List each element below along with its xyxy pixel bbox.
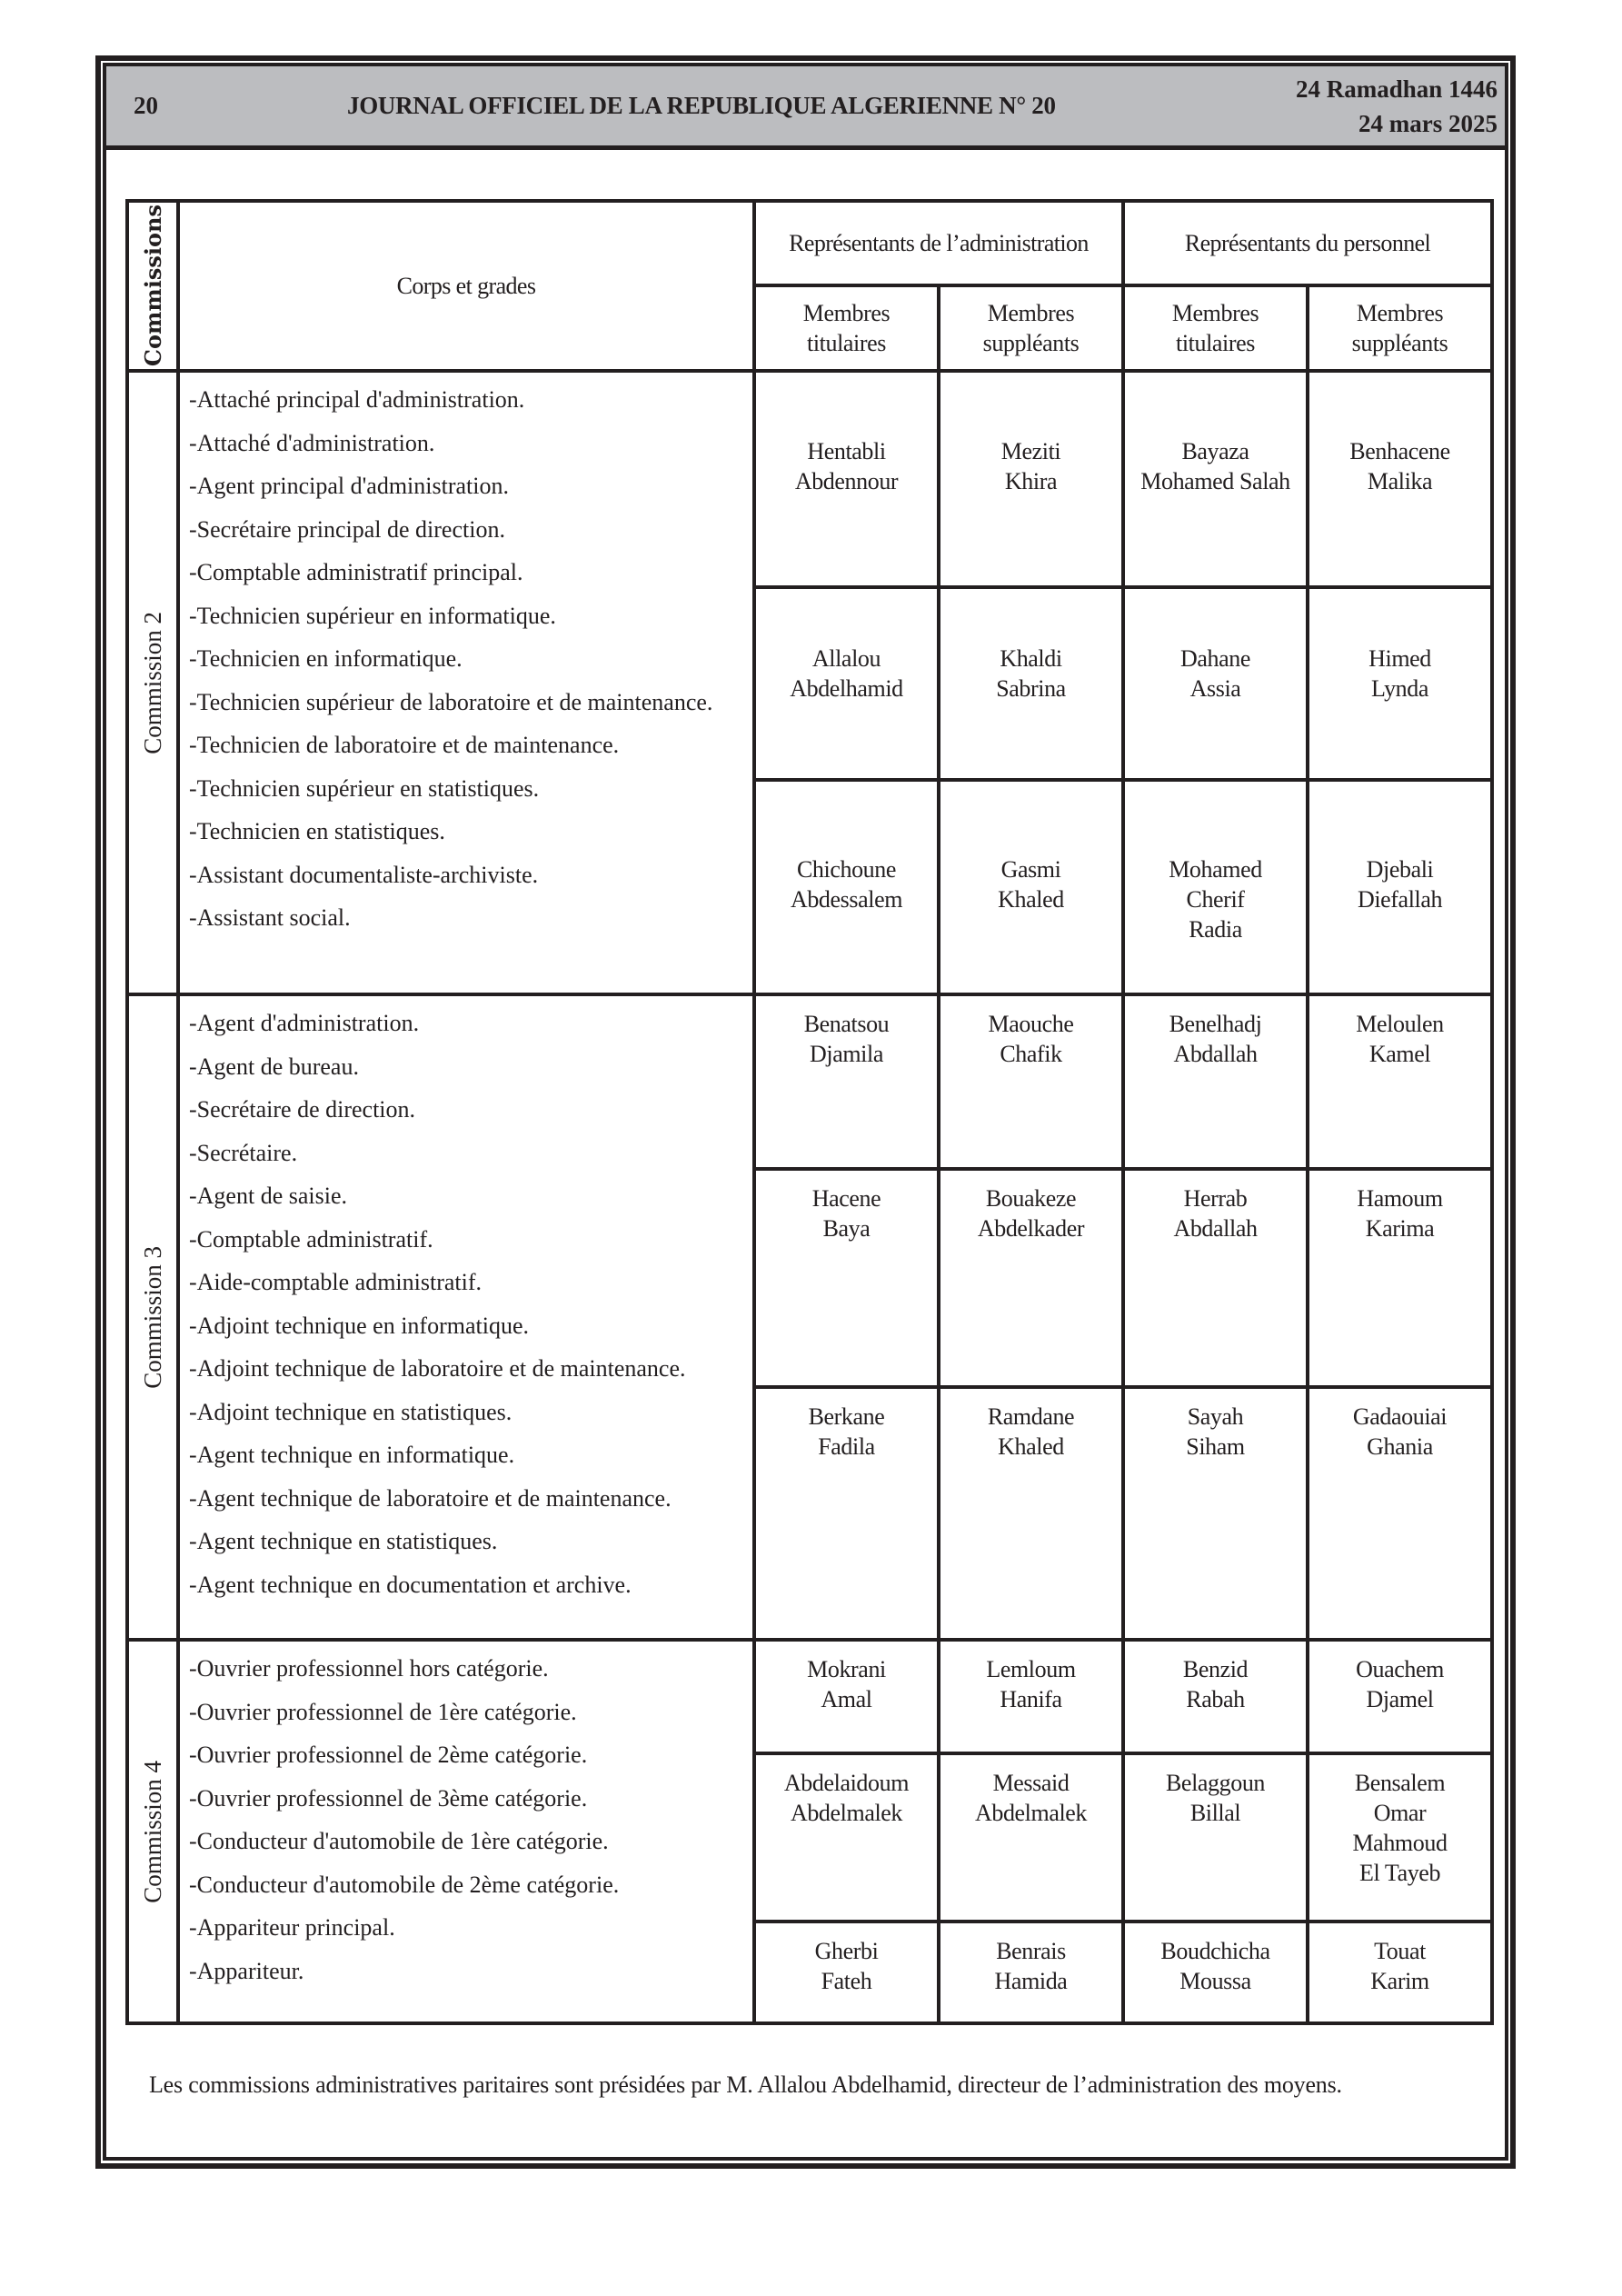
member-name-part: Amal: [821, 1686, 872, 1712]
member-name-part: Cherif: [1186, 886, 1245, 913]
grade-item: -Adjoint technique en statistiques.: [189, 1398, 512, 1425]
member-name-part: Ouachem: [1356, 1656, 1444, 1682]
member-name-part: Benelhadj: [1169, 1011, 1262, 1037]
member-name-part: Bensalem: [1354, 1770, 1446, 1796]
grade-item: -Technicien de laboratoire et de maintenance.: [189, 732, 620, 758]
grade-item: -Comptable administratif principal.: [189, 559, 523, 585]
member-cell-staff-suppleant: [1308, 1387, 1492, 1640]
member-name-part: Mohamed: [1169, 856, 1262, 883]
member-name-part: Djamila: [810, 1041, 883, 1067]
grade-item: -Aide-comptable administratif.: [189, 1269, 483, 1295]
member-name-part: Belaggoun: [1165, 1770, 1266, 1796]
member-cell-admin-suppleant: [939, 1753, 1123, 1922]
grade-item: -Agent technique en informatique.: [189, 1442, 515, 1468]
member-cell-staff-titulaire: [1123, 1169, 1308, 1387]
member-name-part: Sabrina: [996, 675, 1066, 702]
grade-item: -Adjoint technique en informatique.: [189, 1312, 530, 1339]
commission-label: Commission 2: [138, 611, 166, 754]
member-name-part: Himed: [1368, 645, 1431, 672]
member-cell-staff-titulaire: [1123, 1922, 1308, 2023]
commission-label: Commission 4: [138, 1760, 166, 1903]
member-name-part: Boudchicha: [1160, 1938, 1270, 1964]
member-name-part: Abdallah: [1173, 1041, 1258, 1067]
member-cell-staff-suppleant: [1308, 587, 1492, 780]
grade-item: -Attaché principal d'administration.: [189, 386, 525, 413]
member-name-part: Abdelmalek: [790, 1800, 903, 1826]
page-number: 20: [134, 92, 158, 119]
member-name-part: Benatsou: [803, 1011, 890, 1037]
header-commissions: Commissions: [127, 201, 178, 371]
commission-row: [127, 1640, 1492, 1753]
member-name-part: Meziti: [1000, 438, 1061, 464]
grade-item: -Technicien supérieur en statistiques.: [189, 774, 540, 802]
member-cell-admin-suppleant: [939, 780, 1123, 994]
member-name-part: Berkane: [808, 1403, 885, 1430]
member-cell-staff-suppleant: [1308, 371, 1492, 587]
member-name-part: Rabah: [1186, 1686, 1245, 1712]
grade-item: -Secrétaire principal de direction.: [189, 515, 505, 543]
member-cell-admin-titulaire: [754, 994, 939, 1169]
commission-label-cell: [127, 371, 178, 994]
member-name-part: Touat: [1374, 1938, 1426, 1964]
member-name-part: Djebali: [1366, 856, 1434, 883]
member-name-part: Gadaouiai: [1352, 1403, 1448, 1430]
grades-list: [178, 371, 754, 994]
member-cell-staff-titulaire: [1123, 780, 1308, 994]
member-name-part: Benzid: [1182, 1656, 1249, 1682]
member-name-part: Abdelkader: [977, 1215, 1085, 1242]
member-name-part: Fadila: [818, 1433, 875, 1460]
header-staff-reps: Représentants du personnel: [1123, 201, 1492, 285]
member-cell-admin-suppleant: [939, 1640, 1123, 1753]
commissions-table: [125, 199, 1494, 2025]
grades-list: [178, 994, 754, 1640]
grade-item: -Ouvrier professionnel de 1ère catégorie.: [189, 1698, 577, 1725]
grade-item: -Appariteur principal.: [189, 1914, 395, 1941]
member-name-part: Hamida: [994, 1968, 1068, 1994]
member-cell-admin-suppleant: [939, 1169, 1123, 1387]
member-name-part: Dahane: [1180, 645, 1251, 672]
member-name-part: Messaid: [992, 1770, 1070, 1796]
member-name-part: Herrab: [1183, 1185, 1248, 1212]
header-staff-suppleants: Membres suppléants: [1308, 285, 1492, 371]
member-name-part: Diefallah: [1357, 886, 1443, 913]
member-name-part: Abdennour: [794, 468, 899, 494]
member-cell-staff-titulaire: [1123, 587, 1308, 780]
grade-item: -Agent technique de laboratoire et de maintenance.: [189, 1484, 672, 1512]
grade-item: -Assistant social.: [189, 904, 351, 931]
member-name-part: Khaled: [998, 1433, 1064, 1460]
member-name-part: Fateh: [821, 1968, 872, 1994]
member-name-part: Hacene: [811, 1185, 881, 1212]
member-name-part: Moussa: [1179, 1968, 1251, 1994]
grade-item: -Conducteur d'automobile de 2ème catégorie.: [189, 1871, 620, 1898]
grades-list: [178, 1640, 754, 2023]
grade-item: -Technicien supérieur en informatique.: [189, 602, 556, 629]
member-name-part: Abdessalem: [790, 886, 903, 913]
grade-item: -Agent technique en statistiques.: [189, 1528, 498, 1554]
grade-item: -Ouvrier professionnel de 3ème catégorie.: [189, 1784, 588, 1812]
member-name-part: Chafik: [1000, 1041, 1062, 1067]
header-staff-titulaires: Membres titulaires: [1123, 285, 1308, 371]
grade-item: -Secrétaire.: [189, 1139, 298, 1166]
member-cell-staff-suppleant: [1308, 1753, 1492, 1922]
member-name-part: Mohamed Salah: [1140, 468, 1290, 494]
header-corps-grades: Corps et grades: [178, 201, 754, 371]
member-name-part: Abdelhamid: [790, 675, 903, 702]
member-name-part: Hamoum: [1357, 1185, 1443, 1212]
member-name-part: Bayaza: [1181, 438, 1249, 464]
grade-item: -Agent de bureau.: [189, 1053, 359, 1080]
date-hijri: 24 Ramadhan 1446: [1295, 75, 1498, 103]
member-cell-admin-suppleant: [939, 994, 1123, 1169]
member-name-part: Assia: [1189, 675, 1241, 702]
member-name-part: Lynda: [1371, 675, 1429, 702]
grade-item: -Appariteur.: [189, 1957, 304, 1984]
grade-item: -Attaché d'administration.: [189, 429, 435, 456]
grade-item: -Technicien en statistiques.: [189, 818, 445, 844]
header-admin-reps: Représentants de l’administration: [754, 201, 1123, 285]
member-name-part: Khaldi: [1000, 645, 1062, 672]
commission-row: [127, 371, 1492, 587]
member-name-part: Khaled: [998, 886, 1064, 913]
member-cell-staff-suppleant: [1308, 780, 1492, 994]
member-cell-staff-titulaire: [1123, 1753, 1308, 1922]
member-cell-admin-suppleant: [939, 1387, 1123, 1640]
member-cell-admin-titulaire: [754, 1922, 939, 2023]
grade-item: -Secrétaire de direction.: [189, 1096, 416, 1123]
grade-item: -Adjoint technique de laboratoire et de maintenance.: [189, 1355, 686, 1382]
member-name-part: Maouche: [988, 1011, 1074, 1037]
commission-label-cell: [127, 1640, 178, 2023]
member-name-part: Abdallah: [1173, 1215, 1258, 1242]
footer-paragraph: Les commissions administratives paritaires sont présidées par M. Allalou Abdelhamid, directeur de l’administration des moyens.: [149, 2071, 1342, 2098]
member-cell-admin-titulaire: [754, 1169, 939, 1387]
grade-item: -Agent d'administration.: [189, 1010, 420, 1036]
member-name-part: Hanifa: [1000, 1686, 1062, 1712]
member-cell-staff-suppleant: [1308, 994, 1492, 1169]
member-name-part: Chichoune: [796, 856, 897, 883]
member-name-part: Allalou: [811, 645, 881, 672]
member-cell-admin-suppleant: [939, 1922, 1123, 2023]
commission-label-cell: [127, 994, 178, 1640]
grade-item: -Technicien supérieur de laboratoire et de maintenance.: [189, 688, 713, 715]
member-cell-staff-titulaire: [1123, 1387, 1308, 1640]
date-gregorian: 24 mars 2025: [1358, 110, 1498, 137]
member-name-part: Siham: [1186, 1433, 1245, 1460]
member-name-part: Baya: [822, 1215, 871, 1242]
member-name-part: Ghania: [1367, 1433, 1433, 1460]
member-name-part: Benrais: [996, 1938, 1066, 1964]
member-name-part: Khira: [1004, 468, 1058, 494]
member-cell-admin-titulaire: [754, 1753, 939, 1922]
member-name-part: Abdelmalek: [974, 1800, 1088, 1826]
grade-item: -Technicien en informatique.: [189, 645, 463, 672]
member-name-part: Sayah: [1187, 1403, 1244, 1430]
member-name-part: Bouakeze: [985, 1185, 1077, 1212]
member-cell-admin-titulaire: [754, 371, 939, 587]
member-name-part: Omar: [1373, 1800, 1427, 1826]
member-cell-staff-suppleant: [1308, 1169, 1492, 1387]
member-cell-staff-suppleant: [1308, 1640, 1492, 1753]
member-name-part: Karim: [1370, 1968, 1429, 1994]
grade-item: -Comptable administratif.: [189, 1225, 433, 1253]
header-admin-titulaires: Membres titulaires: [754, 285, 939, 371]
member-cell-admin-titulaire: [754, 780, 939, 994]
member-cell-admin-suppleant: [939, 371, 1123, 587]
member-name-part: Radia: [1189, 916, 1242, 943]
member-name-part: Gasmi: [1000, 856, 1061, 883]
member-name-part: Ramdane: [987, 1403, 1075, 1430]
journal-title: JOURNAL OFFICIEL DE LA REPUBLIQUE ALGERIENNE N° 20: [347, 92, 1056, 119]
member-name-part: Benhacene: [1349, 438, 1450, 464]
member-cell-admin-titulaire: [754, 587, 939, 780]
member-name-part: Djamel: [1366, 1686, 1434, 1712]
issue-date: [1296, 72, 1498, 141]
member-name-part: Lemloum: [986, 1656, 1076, 1682]
member-name-part: Abdelaidoum: [783, 1770, 910, 1796]
member-cell-admin-titulaire: [754, 1387, 939, 1640]
grade-item: -Agent technique en documentation et archive.: [189, 1571, 632, 1598]
commission-row: [127, 994, 1492, 1169]
member-cell-staff-suppleant: [1308, 1922, 1492, 2023]
member-cell-staff-titulaire: [1123, 1640, 1308, 1753]
member-name-part: Hentabli: [807, 438, 886, 464]
grade-item: -Agent principal d'administration.: [189, 473, 509, 499]
member-cell-staff-titulaire: [1123, 371, 1308, 587]
member-name-part: El Tayeb: [1358, 1860, 1441, 1886]
header-admin-suppleants: Membres suppléants: [939, 285, 1123, 371]
journal-header: [106, 66, 1505, 150]
member-name-part: Kamel: [1368, 1041, 1431, 1067]
member-name-part: Gherbi: [814, 1938, 879, 1964]
member-name-part: Malika: [1367, 468, 1433, 494]
member-cell-staff-titulaire: [1123, 994, 1308, 1169]
member-name-part: Mokrani: [807, 1656, 886, 1682]
grade-item: -Ouvrier professionnel de 2ème catégorie.: [189, 1742, 588, 1768]
member-name-part: Mahmoud: [1352, 1830, 1448, 1856]
commission-label: Commission 3: [138, 1245, 166, 1389]
grade-item: -Conducteur d'automobile de 1ère catégorie.: [189, 1828, 609, 1854]
member-cell-admin-titulaire: [754, 1640, 939, 1753]
grade-item: -Ouvrier professionnel hors catégorie.: [189, 1655, 549, 1682]
grade-item: -Agent de saisie.: [189, 1183, 348, 1209]
member-name-part: Karima: [1365, 1215, 1435, 1242]
grade-item: -Assistant documentaliste-archiviste.: [189, 861, 539, 888]
member-name-part: Billal: [1189, 1800, 1241, 1826]
member-cell-admin-suppleant: [939, 587, 1123, 780]
member-name-part: Meloulen: [1356, 1011, 1444, 1037]
